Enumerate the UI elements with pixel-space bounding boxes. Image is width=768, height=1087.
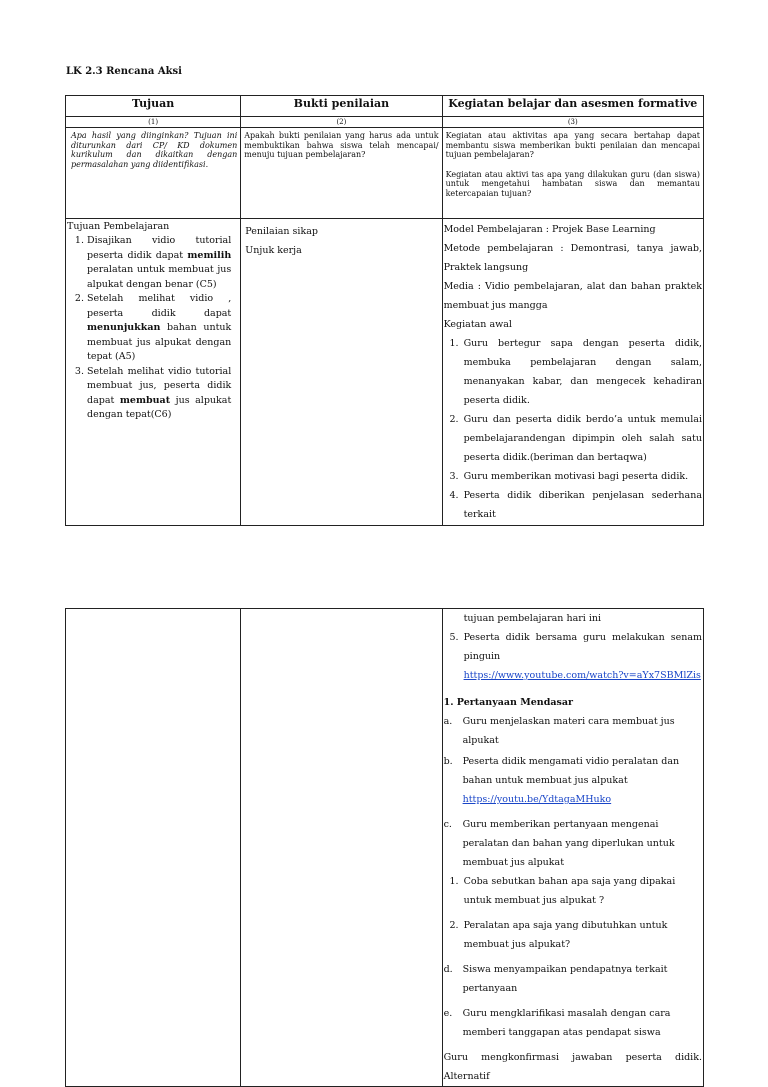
column-number-2: (2) — [241, 117, 442, 128]
question-list — [444, 872, 702, 954]
kegiatan-awal-item: 1. Guru bertegur sapa dengan peserta didik, membuka pembelajaran dengan salam, menanyakan kabar, dan mengecek kehadiran peserta didik. — [462, 334, 702, 410]
kegiatan-awal-item: 5. Peserta didik bersama guru melakukan senam pinguin https://www.youtube.com/watch?v=aYx7SBMlZis — [462, 628, 702, 685]
tujuan-cell — [66, 219, 241, 526]
continued-text: tujuan pembelajaran hari ini — [463, 613, 602, 624]
bukti-cell-continued — [241, 609, 442, 1087]
guide-tujuan: Apa hasil yang diinginkan? Tujuan ini diturunkan dari CP/ KD dokumen kurikulum dan dikaitkan dengan permasalahan yang diidentifikasi. — [66, 128, 241, 219]
question-item: 2. Peralatan apa saja yang dibutuhkan untuk membuat jus alpukat? — [462, 916, 702, 954]
bukti-item: Unjuk kerja — [245, 245, 302, 256]
metode-pembelajaran: Metode pembelajaran : Demontrasi, tanya jawab, Praktek langsung — [443, 243, 702, 273]
action-plan-table — [65, 95, 704, 526]
guide-kegiatan — [442, 128, 703, 219]
alpha-item-c: c. Guru memberikan pertanyaan mengenai peralatan dan bahan yang diperlukan untuk membuat jus alpukat — [443, 819, 675, 868]
tujuan-item: 1. Disajikan vidio tutorial peserta didik dapat memilih peralatan untuk membuat jus alpukat dengan benar (C5) — [87, 234, 239, 292]
column-number-3: (3) — [442, 117, 703, 128]
alpha-item-e: e. Guru mengklarifikasi masalah dengan cara memberi tanggapan atas pendapat siswa — [443, 1008, 671, 1038]
bukti-cell — [241, 219, 442, 526]
tujuan-label: Tujuan Pembelajaran — [67, 221, 170, 232]
guide-kegiatan-text-2: Kegiatan atau aktivi tas apa yang dilakukan guru (dan siswa) untuk mengetahui hambatan siswa dan memantau ketercapaian tujuan? — [445, 169, 700, 198]
kegiatan-awal-item: 4. Peserta didik diberikan penjelasan sederhana terkait — [462, 486, 702, 524]
alpha-item-d: d. Siswa menyampaikan pendapatnya terkait pertanyaan — [443, 964, 668, 994]
question-item: 1. Coba sebutkan bahan apa saja yang dipakai untuk membuat jus alpukat ? — [462, 872, 702, 910]
kegiatan-cell-continued — [442, 609, 703, 1087]
header-tujuan: Tujuan — [66, 96, 241, 117]
senam-pinguin-link[interactable]: https://www.youtube.com/watch?v=aYx7SBMlZis — [463, 670, 701, 681]
kegiatan-cell — [442, 219, 703, 526]
bukti-item: Penilaian sikap — [245, 226, 318, 237]
tujuan-list — [67, 234, 239, 423]
kegiatan-awal-list-continued — [444, 628, 702, 685]
kegiatan-awal-item: 2. Guru dan peserta didik berdo’a untuk memulai pembelajarandengan dipimpin oleh salah satu peserta didik.(beriman dan bertaqwa) — [462, 410, 702, 467]
column-number-1: (1) — [66, 117, 241, 128]
model-pembelajaran: Model Pembelajaran : Projek Base Learning — [443, 224, 656, 235]
kegiatan-awal-label: Kegiatan awal — [443, 319, 512, 330]
closing-text: Guru mengkonfirmasi jawaban peserta didik. Alternatif — [443, 1052, 702, 1082]
section-pertanyaan-mendasar: 1. Pertanyaan Mendasar — [443, 697, 574, 708]
media-pembelajaran: Media : Vidio pembelajaran, alat dan bahan praktek membuat jus mangga — [443, 281, 702, 311]
header-bukti-penilaian: Bukti penilaian — [241, 96, 442, 117]
kegiatan-awal-item: 3. Guru memberikan motivasi bagi peserta didik. — [462, 467, 702, 486]
header-kegiatan: Kegiatan belajar dan asesmen formative — [442, 96, 703, 117]
alpha-item-a: a. Guru menjelaskan materi cara membuat jus alpukat — [443, 716, 675, 746]
vidio-alpukat-link[interactable]: https://youtu.be/YdtagaMHuko — [462, 794, 612, 805]
action-plan-table-continued — [65, 608, 704, 1087]
kegiatan-awal-list — [444, 334, 702, 524]
tujuan-cell-continued — [66, 609, 241, 1087]
guide-kegiatan-text-1: Kegiatan atau aktivitas apa yang secara bertahap dapat membantu siswa memberikan bukti penilaian dan mencapai tujuan pembelajaran? — [445, 131, 700, 159]
page-title: LK 2.3 Rencana Aksi — [66, 66, 182, 77]
tujuan-item: 2. Setelah melihat vidio , peserta didik dapat menunjukkan bahan untuk membuat jus alpukat dengan tepat (A5) — [87, 292, 239, 365]
alpha-item-b: b. Peserta didik mengamati vidio peralatan dan bahan untuk membuat jus alpukat https://youtu.be/YdtagaMHuko — [443, 756, 680, 805]
tujuan-item: 3. Setelah melihat vidio tutorial membuat jus, peserta didik dapat membuat jus alpukat dengan tepat(C6) — [87, 365, 239, 423]
guide-bukti: Apakah bukti penilaian yang harus ada untuk membuktikan bahwa siswa telah mencapai/ menuju tujuan pembelajaran? — [241, 128, 442, 219]
